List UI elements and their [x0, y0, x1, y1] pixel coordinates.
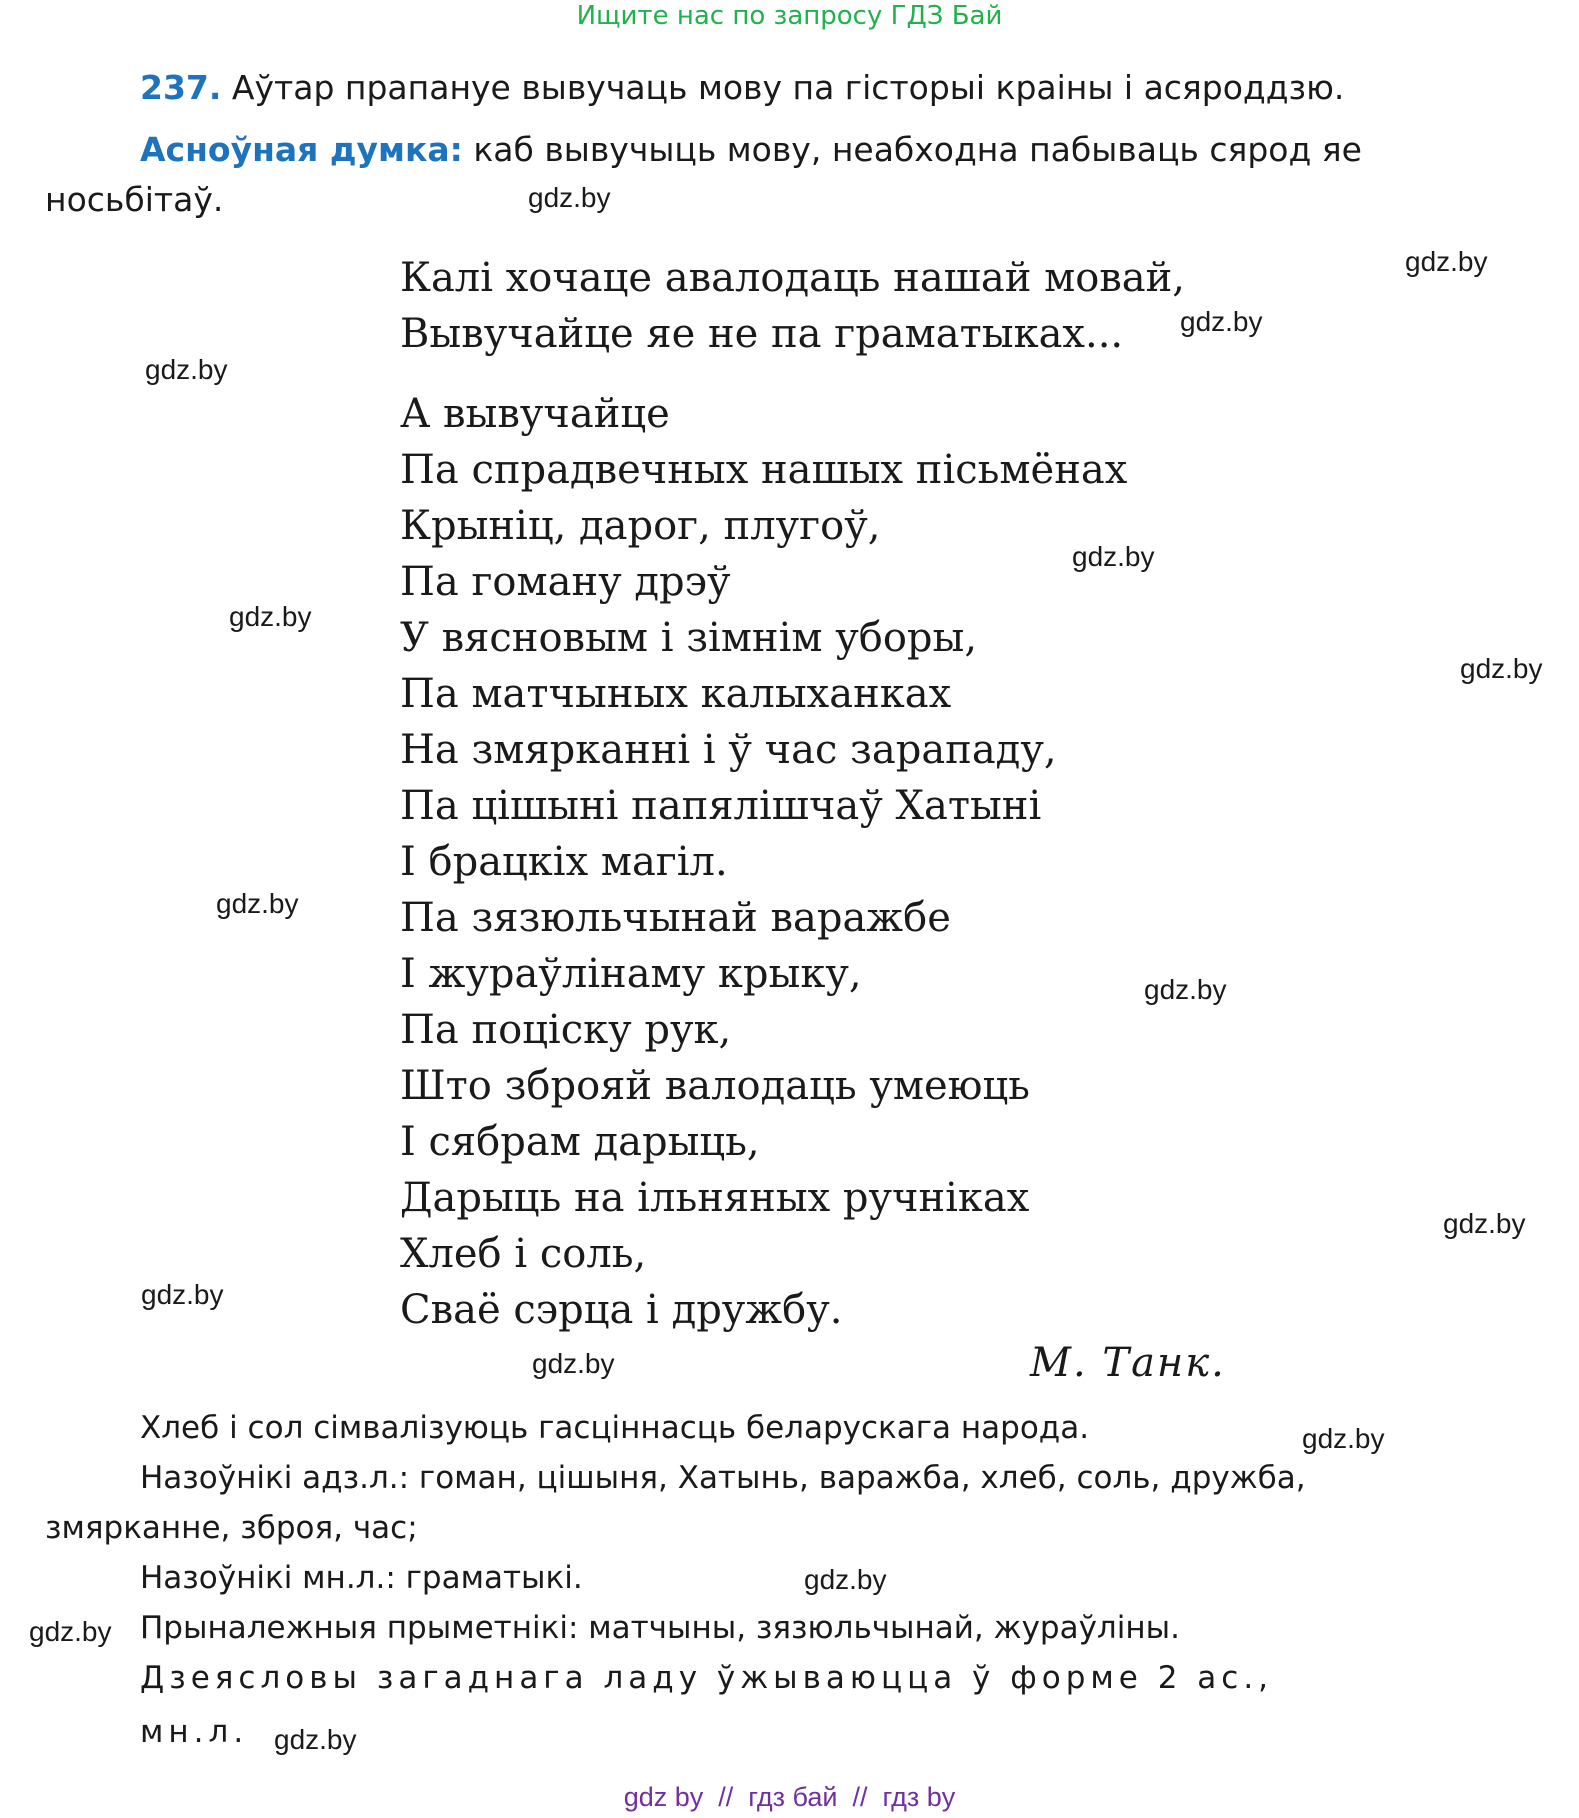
- task-statement: [140, 68, 1344, 108]
- poem-line: Па спрадвечных нашых пісьмёнах: [400, 447, 1128, 493]
- watermark: gdz.by: [1302, 1423, 1385, 1454]
- poem-line: Што зброяй валодаць умеюць: [400, 1063, 1030, 1109]
- answer-possessive-adjectives: Прыналежныя прыметнікі: матчыны, зязюльчынай, жураўліны.: [140, 1610, 1180, 1646]
- poem-line: Па зязюльчынай варажбе: [400, 895, 951, 941]
- answer-verbs-2: мн.л.: [140, 1714, 249, 1750]
- watermark: gdz.by: [216, 888, 299, 919]
- poem-line: І жураўлінаму крыку,: [400, 951, 862, 997]
- poem-line: Па цішыні папялішчаў Хатыні: [400, 783, 1042, 829]
- answer-nouns-singular-1: Назоўнікі адз.л.: гоман, цішыня, Хатынь, варажба, хлеб, соль, дружба,: [140, 1460, 1306, 1496]
- watermark: gdz.by: [1405, 246, 1488, 277]
- watermark: gdz.by: [1443, 1208, 1526, 1239]
- main-idea-text: каб вывучыць мову, неабходна пабываць сярод яе: [473, 130, 1362, 169]
- watermark: gdz.by: [1072, 541, 1155, 572]
- poem-line: Калі хочаце авалодаць нашай мовай,: [400, 255, 1186, 301]
- poem-line: Па гоману дрэў: [400, 559, 731, 605]
- main-idea-line-2: носьбітаў.: [45, 180, 224, 219]
- answer-verbs-1: Дзеясловы загаднага ладу ўжываюцца ў форме 2 ас.,: [140, 1660, 1274, 1696]
- poem-author: М. Танк.: [1030, 1340, 1226, 1386]
- watermark: gdz.by: [528, 182, 611, 213]
- task-number: 237.: [140, 68, 222, 107]
- watermark: gdz.by: [532, 1348, 615, 1379]
- watermark: gdz.by: [29, 1616, 112, 1647]
- watermark: gdz.by: [145, 354, 228, 385]
- watermark: gdz.by: [1180, 306, 1263, 337]
- poem-line: І брацкіх магіл.: [400, 839, 728, 885]
- poem-line: У вясновым і зімнім уборы,: [400, 615, 978, 661]
- watermark: gdz.by: [274, 1724, 357, 1755]
- answer-nouns-singular-2: змярканне, зброя, час;: [45, 1510, 418, 1546]
- watermark: gdz.by: [1144, 974, 1227, 1005]
- poem-line: На змярканні і ў час зарападу,: [400, 727, 1057, 773]
- poem-line: Па поціску рук,: [400, 1007, 732, 1053]
- answer-nouns-plural: Назоўнікі мн.л.: граматыкі.: [140, 1560, 583, 1596]
- main-idea-line-1: [140, 130, 1362, 170]
- watermark: gdz.by: [804, 1564, 887, 1595]
- watermark: gdz.by: [1460, 653, 1543, 684]
- watermark: gdz.by: [229, 601, 312, 632]
- poem-line: Крыніц, дарог, плугоў,: [400, 503, 881, 549]
- footer-links: gdz by // гдз бай // гдз by: [623, 1782, 956, 1812]
- poem-line: Дарыць на ільняных ручніках: [400, 1175, 1030, 1221]
- poem-line: Сваё сэрца і дружбу.: [400, 1287, 843, 1333]
- poem-line: Па матчыных калыханках: [400, 671, 952, 717]
- poem: [400, 250, 1185, 1338]
- watermark: gdz.by: [141, 1279, 224, 1310]
- task-text: Аўтар прапануе вывучаць мову па гісторыі краіны і асяроддзю.: [231, 68, 1345, 107]
- poem-line: А вывучайце: [400, 391, 670, 437]
- poem-line: Хлеб і соль,: [400, 1231, 647, 1277]
- answer-symbol: Хлеб і сол сімвалізуюць гасціннасць беларускага народа.: [140, 1410, 1090, 1446]
- poem-line: Вывучайце яе не па граматыках...: [400, 311, 1124, 357]
- top-banner: Ищите нас по запросу ГДЗ Бай: [576, 1, 1003, 31]
- main-idea-label: Асноўная думка:: [140, 130, 463, 169]
- poem-line: І сябрам дарыць,: [400, 1119, 760, 1165]
